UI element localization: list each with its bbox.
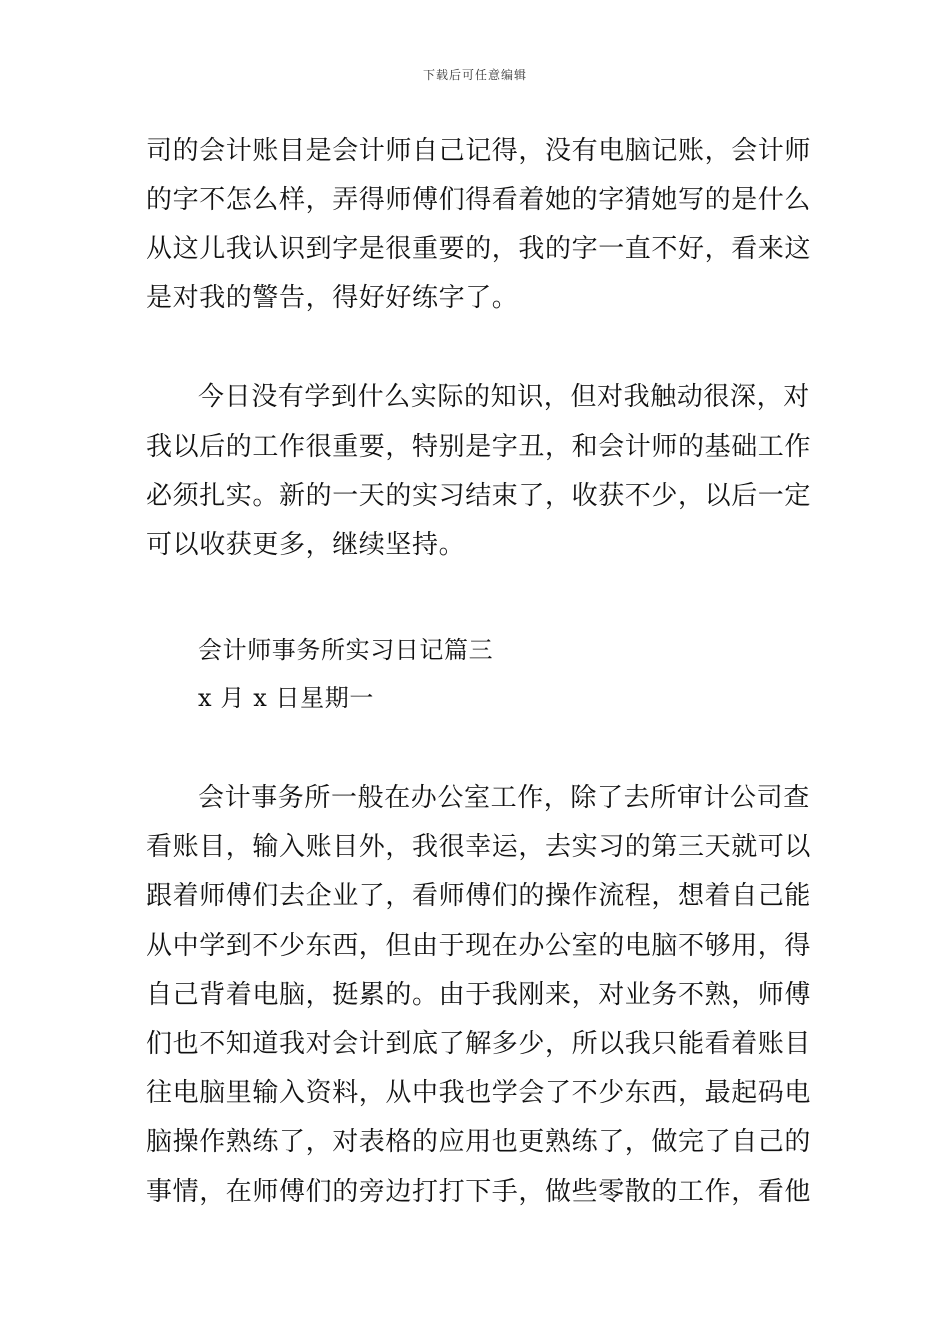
paragraph-1-line-3: 从这儿我认识到字是很重要的，我的字一直不好，看来这 bbox=[146, 234, 812, 264]
section-title: 会计师事务所实习日记篇三 bbox=[198, 636, 494, 664]
paragraph-3-line-4: 从中学到不少东西，但由于现在办公室的电脑不够用，得 bbox=[146, 931, 812, 961]
paragraph-3-line-2: 看账目，输入账目外，我很幸运，去实习的第三天就可以 bbox=[146, 832, 812, 862]
paragraph-3-line-1: 会计事务所一般在办公室工作，除了去所审计公司查 bbox=[198, 783, 810, 813]
paragraph-2-line-4: 可以收获更多，继续坚持。 bbox=[146, 530, 466, 560]
date-line: x 月 x 日星期一 bbox=[198, 684, 374, 712]
paragraph-3-line-5: 自己背着电脑，挺累的。由于我刚来，对业务不熟，师傅 bbox=[146, 980, 812, 1010]
header-note: 下载后可任意编辑 bbox=[422, 68, 527, 82]
paragraph-3-line-7: 往电脑里输入资料，从中我也学会了不少东西，最起码电 bbox=[146, 1078, 812, 1108]
paragraph-1-line-4: 是对我的警告，得好好练字了。 bbox=[146, 283, 519, 313]
paragraph-2-line-3: 必须扎实。新的一天的实习结束了，收获不少，以后一定 bbox=[146, 481, 812, 511]
paragraph-1-line-2: 的字不怎么样，弄得师傅们得看着她的字猜她写的是什么 bbox=[146, 185, 812, 215]
paragraph-1-line-1: 司的会计账目是会计师自己记得，没有电脑记账，会计师 bbox=[146, 136, 812, 166]
paragraph-3-line-3: 跟着师傅们去企业了，看师傅们的操作流程，想着自己能 bbox=[146, 881, 812, 911]
paragraph-2-line-2: 我以后的工作很重要，特别是字丑，和会计师的基础工作 bbox=[146, 432, 812, 462]
paragraph-3-line-9: 事情，在师傅们的旁边打打下手，做些零散的工作，看他 bbox=[146, 1177, 812, 1207]
paragraph-2-line-1: 今日没有学到什么实际的知识，但对我触动很深，对 bbox=[198, 382, 810, 412]
paragraph-3-line-8: 脑操作熟练了，对表格的应用也更熟练了，做完了自己的 bbox=[146, 1127, 812, 1157]
paragraph-3-line-6: 们也不知道我对会计到底了解多少，所以我只能看着账目 bbox=[146, 1029, 812, 1059]
